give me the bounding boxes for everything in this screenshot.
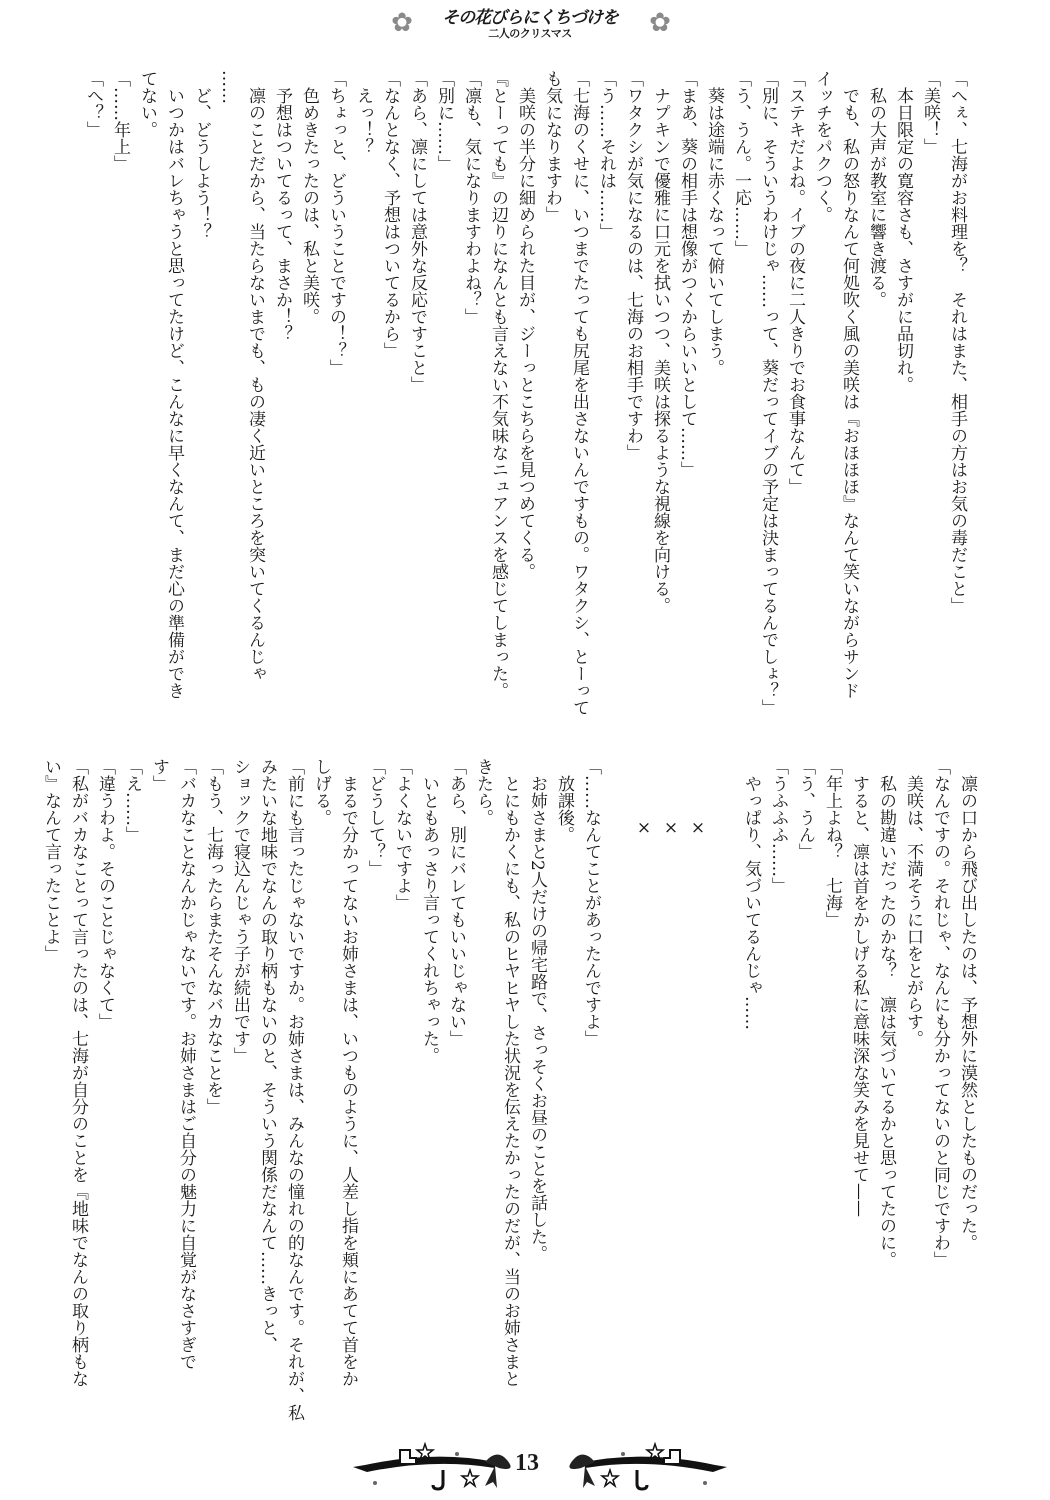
scene-break-mark: × bbox=[634, 818, 654, 838]
text-line: 「へ？」 bbox=[83, 70, 103, 138]
text-line: 「ステキだよね。イブの夜に二人きりでお食事なんて」 bbox=[785, 70, 805, 495]
text-line: みたいな地味でなんの取り柄もないのと、そういう関係だなんて……きっと、 bbox=[257, 758, 277, 1353]
text-line: 「う、うん。一応……」 bbox=[731, 70, 751, 257]
scene-break-mark: × bbox=[688, 818, 708, 838]
scene-break bbox=[630, 758, 711, 1398]
text-line: 本日限定の寛容さも、さすがに品切れ。 bbox=[893, 70, 913, 393]
text-line: い』なんて言ったことよ」 bbox=[41, 758, 61, 962]
flower-ornament-left-icon: ✿ bbox=[391, 8, 413, 38]
text-line: 「別に……」 bbox=[434, 70, 454, 172]
text-line: ショックで寝込んじゃう子が続出です」 bbox=[230, 758, 250, 1064]
text-line: 「え……」 bbox=[122, 758, 142, 843]
text-line: でも、私の怒りなんて何処吹く風の美咲は『おほほほ』なんて笑いながらサンド bbox=[839, 70, 859, 699]
chapter-title: 二人のクリスマス bbox=[488, 27, 572, 40]
text-line: えっ！？ bbox=[353, 70, 373, 155]
text-line: 「なんですの。それじゃ、なんにも分かってないのと同じですわ」 bbox=[930, 758, 950, 1268]
text-line: 「ワタクシが気になるのは、七海のお相手ですわ」 bbox=[623, 70, 643, 461]
text-line: 「美咲！」 bbox=[920, 70, 940, 155]
text-line: ナプキンで優雅に口元を拭いつつ、美咲は探るような視線を向ける。 bbox=[650, 70, 670, 614]
text-line: 「七海のくせに、いつまでたっても尻尾を出さないんですもの。ワタクシ、とーって bbox=[569, 70, 589, 716]
text-line: 「バカなことなんかじゃないです。お姉さまはご自分の魅力に自覚がなさすぎで bbox=[176, 758, 196, 1370]
text-line: お姉さまと2人だけの帰宅路で、さっそくお昼のことを話した。 bbox=[527, 758, 547, 1262]
ribbon-ornament-left-icon bbox=[345, 1432, 525, 1492]
text-line: 「まあ、葵の相手は想像がつくからいいとして……」 bbox=[677, 70, 697, 478]
text-line: 「うふふふ……」 bbox=[768, 758, 788, 894]
text-line: 予想はついてるって、まさか！？ bbox=[272, 70, 292, 342]
flower-ornament-right-icon: ✿ bbox=[649, 8, 671, 38]
scene-break-mark: × bbox=[661, 818, 681, 838]
text-line: 「前にも言ったじゃないですか。お姉さまは、みんなの憧れの的なんです。それが、私 bbox=[284, 758, 304, 1421]
text-line: 凛のことだから、当たらないまでも、もの凄く近いところを突いてくるんじゃ bbox=[245, 70, 265, 682]
text-line: ど、どうしよう！？ bbox=[191, 70, 211, 240]
text-line: きたら。 bbox=[473, 758, 493, 826]
text-line: 「違うわよ。そのことじゃなくて」 bbox=[95, 758, 115, 1030]
text-line: 「……年上」 bbox=[110, 70, 130, 172]
text-line: 「あら、凛にしては意外な反応ですこと」 bbox=[407, 70, 427, 393]
text-block-top bbox=[79, 70, 970, 716]
text-line: 「あら、別にバレてもいいじゃない」 bbox=[446, 758, 466, 1047]
text-line: とにもかくにも、私のヒヤヒヤした状況を伝えたかったのだが、当のお姉さまと bbox=[500, 758, 520, 1387]
text-line: 「ちょっと、どういうことですの！？」 bbox=[326, 70, 346, 376]
text-line: 「凛も、気になりますわよね？」 bbox=[461, 70, 481, 325]
running-header bbox=[420, 8, 640, 40]
text-line: 「もう、七海ったらまたそんなバカなことを」 bbox=[203, 758, 223, 1115]
text-line: 「う……それは……」 bbox=[596, 70, 616, 240]
text-line: 「なんとなく、予想はついてるから」 bbox=[380, 70, 400, 359]
text-line: 「年上よね？ 七海」 bbox=[822, 758, 842, 928]
text-line: 美咲は、不満そうに口をとがらす。 bbox=[903, 758, 923, 1047]
text-line: すると、凛は首をかしげる私に意味深な笑みを見せて—— bbox=[849, 758, 869, 1217]
text-line: イッチをパクつく。 bbox=[812, 70, 832, 223]
text-line: 「……なんてことがあったんですよ」 bbox=[581, 758, 601, 1047]
text-line: やっぱり、気づいてるんじゃ…… bbox=[741, 758, 761, 1030]
text-line: 色めきたったのは、私と美咲。 bbox=[299, 70, 319, 325]
text-line: 凛の口から飛び出したのは、予想外に漠然としたものだった。 bbox=[957, 758, 977, 1251]
text-line: も気になりますわ」 bbox=[542, 70, 562, 223]
text-line: 私の勘違いだったのかな？ 凛は気づいてるかと思ってたのに。 bbox=[876, 758, 896, 1268]
text-line: 放課後。 bbox=[554, 758, 574, 843]
text-line: しげる。 bbox=[311, 758, 331, 826]
ribbon-ornament-right-icon bbox=[555, 1432, 735, 1492]
text-line: …… bbox=[218, 70, 238, 104]
text-line: 「どうして？」 bbox=[365, 758, 385, 877]
text-line: 「へぇ、七海がお料理を？ それはまた、相手の方はお気の毒だこと」 bbox=[947, 70, 967, 614]
text-block-bottom bbox=[37, 758, 980, 1421]
text-line: まるで分かってないお姉さまは、いつものように、人差し指を頬にあてて首をか bbox=[338, 758, 358, 1387]
text-line: 「う、うん」 bbox=[795, 758, 815, 860]
text-line: 私の大声が教室に響き渡る。 bbox=[866, 70, 886, 308]
text-line: す」 bbox=[149, 758, 169, 792]
text-line: 「私がバカなことって言ったのは、七海が自分のことを『地味でなんの取り柄もな bbox=[68, 758, 88, 1387]
page-footer bbox=[0, 1432, 1050, 1492]
text-line: いともあっさり言ってくれちゃった。 bbox=[419, 758, 439, 1064]
book-title: その花びらにくちづけを bbox=[442, 8, 618, 28]
text-line: 美咲の半分に細められた目が、ジーっとこちらを見つめてくる。 bbox=[515, 70, 535, 580]
text-line: 「別に、そういうわけじゃ……って、葵だってイブの予定は決まってるんでしょ？」 bbox=[758, 70, 778, 716]
text-line: てない。 bbox=[137, 70, 157, 138]
text-line: 「よくないですよ」 bbox=[392, 758, 412, 911]
text-line: いつかはバレちゃうと思ってたけど、こんなに早くなんて、まだ心の準備ができ bbox=[164, 70, 184, 699]
page-number: 13 bbox=[515, 1450, 539, 1476]
text-line: 『とーっても』の辺りになんとも言えない不気味なニュアンスを感じてしまった。 bbox=[488, 70, 508, 699]
text-line: 葵は途端に赤くなって俯いてしまう。 bbox=[704, 70, 724, 376]
